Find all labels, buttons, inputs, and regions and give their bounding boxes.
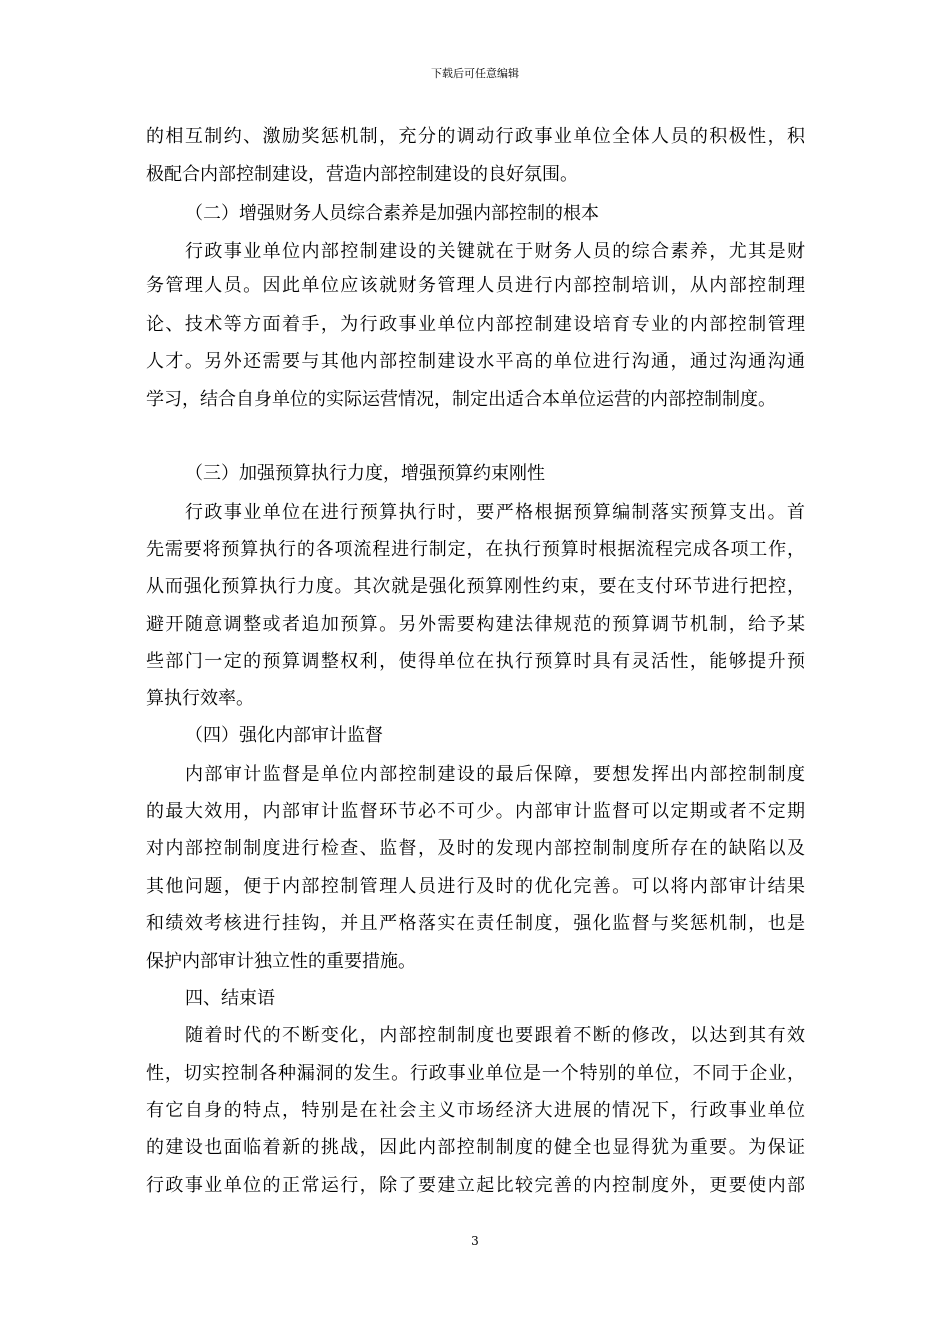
section-heading: 四、结束语 xyxy=(185,988,275,1009)
paragraph-line: 极配合内部控制建设，营造内部控制建设的良好氛围。 xyxy=(146,164,578,185)
paragraph-line: 有它自身的特点，特别是在社会主义市场经济大进展的情况下，行政事业单位 xyxy=(146,1100,805,1121)
paragraph-line: 论、技术等方面着手，为行政事业单位内部控制建设培育专业的内部控制管理 xyxy=(146,314,805,335)
paragraph-line: 对内部控制制度进行检查、监督，及时的发现内部控制制度所存在的缺陷以及 xyxy=(146,838,805,859)
paragraph-line: 行政事业单位的正常运行，除了要建立起比较完善的内控制度外，更要使内部 xyxy=(146,1175,805,1196)
paragraph-line: 从而强化预算执行力度。其次就是强化预算刚性约束，要在支付环节进行把控， xyxy=(146,576,805,597)
paragraph-line: 的建设也面临着新的挑战，因此内部控制制度的健全也显得犹为重要。为保证 xyxy=(146,1137,805,1158)
paragraph-line: 人才。另外还需要与其他内部控制建设水平高的单位进行沟通，通过沟通沟通 xyxy=(146,351,805,372)
paragraph-line: 务管理人员。因此单位应该就财务管理人员进行内部控制培训，从内部控制理 xyxy=(146,275,805,296)
page-header: 下载后可任意编辑 xyxy=(431,67,519,80)
paragraph-line: 其他问题，便于内部控制管理人员进行及时的优化完善。可以将内部审计结果 xyxy=(146,876,805,897)
paragraph-line: 随着时代的不断变化，内部控制制度也要跟着不断的修改，以达到其有效 xyxy=(185,1025,805,1046)
paragraph-line: 算执行效率。 xyxy=(146,688,254,709)
paragraph-line: 的相互制约、激励奖惩机制，充分的调动行政事业单位全体人员的积极性，积 xyxy=(146,126,805,147)
section-heading: （三）加强预算执行力度，增强预算约束刚性 xyxy=(185,463,545,484)
paragraph-line: 些部门一定的预算调整权利，使得单位在执行预算时具有灵活性，能够提升预 xyxy=(146,651,805,672)
section-heading: （四）强化内部审计监督 xyxy=(185,725,383,746)
page-number: 3 xyxy=(471,1234,479,1248)
section-heading: （二）增强财务人员综合素养是加强内部控制的根本 xyxy=(185,203,599,224)
paragraph-line: 和绩效考核进行挂钩，并且严格落实在责任制度，强化监督与奖惩机制，也是 xyxy=(146,913,805,934)
paragraph-line: 学习，结合自身单位的实际运营情况，制定出适合本单位运营的内部控制制度。 xyxy=(146,389,776,410)
paragraph-line: 内部审计监督是单位内部控制建设的最后保障，要想发挥出内部控制制度 xyxy=(185,764,805,785)
paragraph-line: 的最大效用，内部审计监督环节必不可少。内部审计监督可以定期或者不定期 xyxy=(146,801,805,822)
paragraph-line: 先需要将预算执行的各项流程进行制定，在执行预算时根据流程完成各项工作， xyxy=(146,539,805,560)
paragraph-line: 行政事业单位在进行预算执行时，要严格根据预算编制落实预算支出。首 xyxy=(185,502,805,523)
paragraph-line: 避开随意调整或者追加预算。另外需要构建法律规范的预算调节机制，给予某 xyxy=(146,614,805,635)
paragraph-line: 保护内部审计独立性的重要措施。 xyxy=(146,951,416,972)
paragraph-line: 行政事业单位内部控制建设的关键就在于财务人员的综合素养，尤其是财 xyxy=(185,241,805,262)
paragraph-line: 性，切实控制各种漏洞的发生。行政事业单位是一个特别的单位，不同于企业， xyxy=(146,1063,805,1084)
